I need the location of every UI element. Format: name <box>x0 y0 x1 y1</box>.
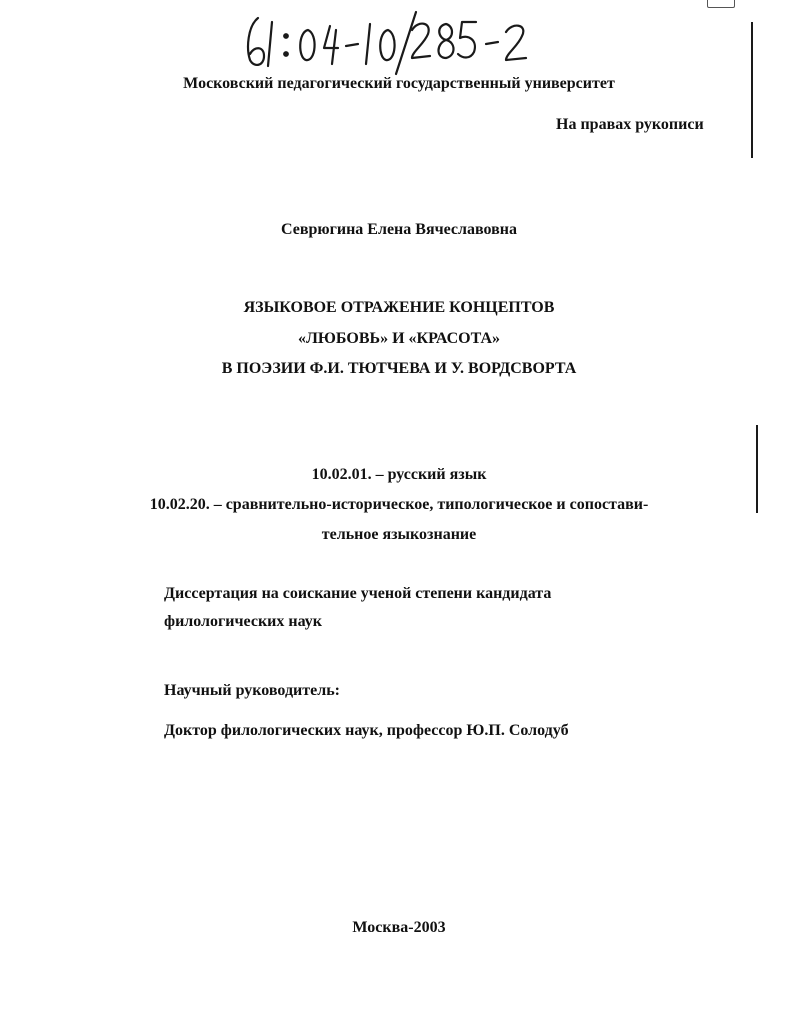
thesis-title-line-2: «ЛЮБОВЬ» И «КРАСОТА» <box>297 330 501 347</box>
corner-scan-frame <box>707 0 735 8</box>
university-name: Московский педагогический государственный университет <box>183 75 615 92</box>
thesis-title-line-1: ЯЗЫКОВОЕ ОТРАЖЕНИЕ КОНЦЕПТОВ <box>243 299 555 316</box>
author-name: Севрюгина Елена Вячеславовна <box>280 221 517 238</box>
specialty-line-2: 10.02.20. – сравнительно-историческое, типологическое и сопостави- <box>149 496 649 513</box>
city-year: Москва-2003 <box>352 919 446 936</box>
thesis-title-line-3: В ПОЭЗИИ Ф.И. ТЮТЧЕВА И У. ВОРДСВОРТА <box>221 360 577 377</box>
supervisor-label: Научный руководитель: <box>164 682 340 699</box>
supervisor-name: Доктор филологических наук, профессор Ю.П. Солодуб <box>164 722 569 739</box>
dissertation-line-2: филологических наук <box>164 613 322 630</box>
handwritten-archive-number <box>236 8 536 78</box>
specialty-line-1: 10.02.01. – русский язык <box>311 466 487 483</box>
specialty-line-3: тельное языкознание <box>321 526 477 543</box>
manuscript-rights: На правах рукописи <box>556 116 704 133</box>
dissertation-line-1: Диссертация на соискание ученой степени кандидата <box>164 585 552 602</box>
